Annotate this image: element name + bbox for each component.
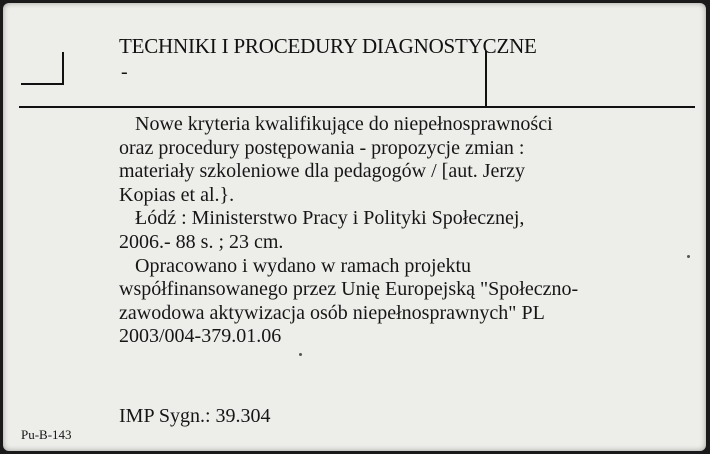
dust-speck	[299, 353, 302, 356]
subject-heading-dash: -	[121, 61, 128, 83]
corner-mark-horizontal	[21, 83, 64, 85]
imprint-line: 2006.- 88 s. ; 23 cm.	[119, 230, 284, 253]
header-divider	[19, 106, 695, 108]
catalog-card	[3, 3, 706, 451]
call-number: IMP Sygn.: 39.304	[119, 405, 271, 427]
note-line: Opracowano i wydano w ramach projektu	[135, 254, 471, 277]
note-line: współfinansowanego przez Unię Europejską "Społeczno-	[119, 278, 579, 301]
dust-speck	[687, 255, 690, 258]
card-code: Pu-B-143	[21, 427, 72, 442]
subject-heading: TECHNIKI I PROCEDURY DIAGNOSTYCZNE	[119, 34, 537, 58]
note-line: zawodowa aktywizacja osób niepełnosprawnych" PL	[119, 301, 545, 324]
title-line: Kopias et al.}.	[119, 183, 235, 206]
imprint-line: Łódź : Ministerstwo Pracy i Polityki Społecznej,	[135, 207, 525, 230]
bibliographic-entry	[119, 113, 679, 349]
title-line: materiały szkoleniowe dla pedagogów / [aut. Jerzy	[119, 160, 525, 183]
note-line: 2003/004-379.01.06	[119, 325, 282, 348]
corner-mark-vertical	[62, 52, 64, 85]
title-line: oraz procedury postępowania - propozycje zmian :	[119, 136, 525, 159]
title-line: Nowe kryteria kwalifikujące do niepełnosprawności	[135, 113, 553, 135]
center-guide-line	[485, 51, 487, 108]
